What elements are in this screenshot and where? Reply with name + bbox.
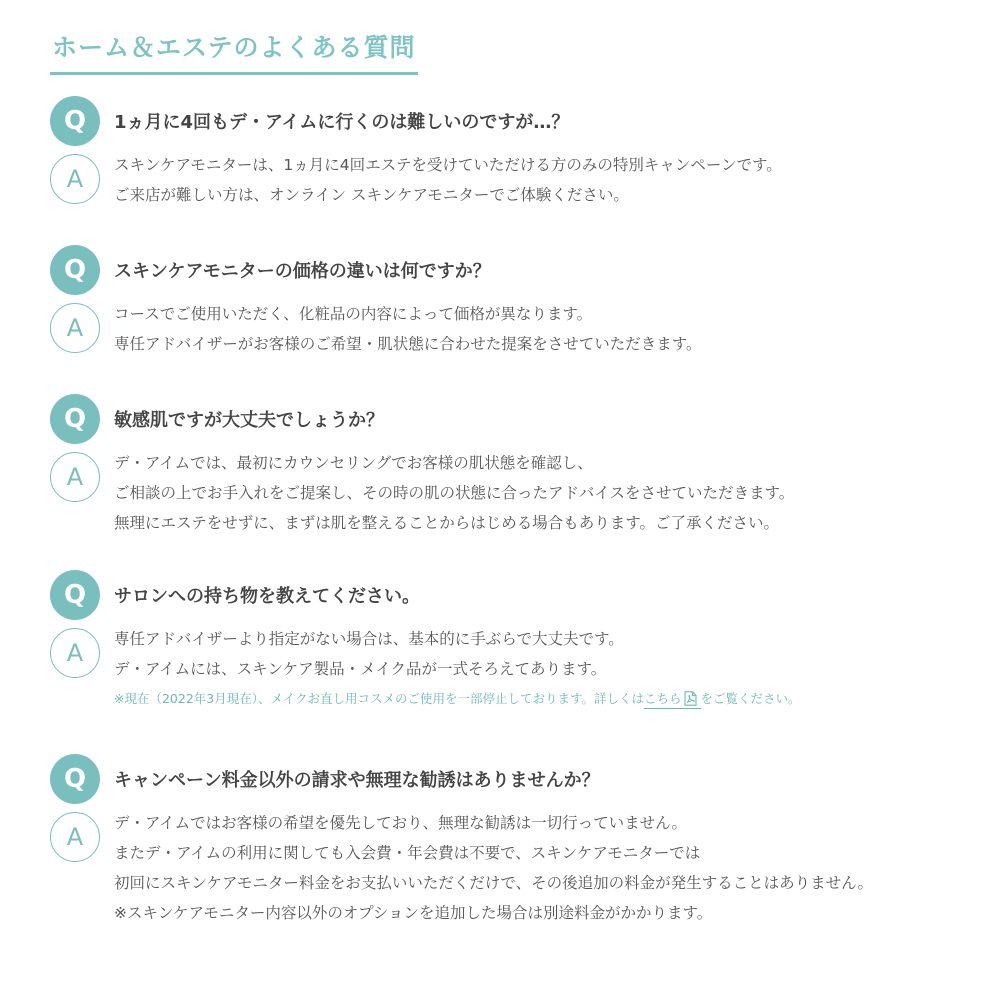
answer-line: 初回にスキンケアモニター料金をお支払いいただくだけで、その後追加の料金が発生することはありません。: [114, 874, 874, 892]
answer-row: [50, 150, 970, 210]
answer-line: ※スキンケアモニター内容以外のオプションを追加した場合は別途料金がかかります。: [114, 904, 713, 922]
q-badge: Q: [50, 245, 100, 295]
question-row: [50, 96, 970, 146]
question-row: [50, 394, 970, 444]
answer-row: [50, 624, 970, 714]
q-badge: Q: [50, 754, 100, 804]
answer-line: ご相談の上でお手入れをご提案し、その時の肌の状態に合ったアドバイスをさせていただきます。: [114, 484, 795, 502]
pdf-link-label: こちら: [644, 691, 682, 706]
answer-text: [50, 448, 970, 538]
answer-line: 専任アドバイザーより指定がない場合は、基本的に手ぶらで大丈夫です。: [114, 630, 624, 648]
question-text: サロンへの持ち物を教えてください。: [114, 586, 420, 607]
answer-line: スキンケアモニターは、1ヵ月に4回エステを受けていただける方のみの特別キャンペーンです。: [114, 156, 782, 174]
page-title: ホーム＆エステのよくある質問: [50, 28, 418, 75]
question-row: [50, 570, 970, 620]
answer-row: [50, 299, 970, 359]
answer-line: デ・アイムでは、最初にカウンセリングでお客様の肌状態を確認し、: [114, 454, 593, 472]
question-row: [50, 245, 970, 295]
question-text: 1ヵ月に4回もデ・アイムに行くのは難しいのですが…？: [114, 112, 570, 133]
page-title-wrap: [50, 28, 418, 75]
faq-item-2: [50, 245, 970, 359]
answer-text: [50, 150, 970, 210]
question-text: 敏感肌ですが大丈夫でしょうか？: [114, 410, 384, 431]
faq-item-3: [50, 394, 970, 538]
question-row: [50, 754, 970, 804]
answer-row: [50, 808, 970, 928]
answer-line: ご来店が難しい方は、オンライン スキンケアモニターでご体験ください。: [114, 186, 629, 204]
question-text: スキンケアモニターの価格の違いは何ですか？: [114, 261, 491, 282]
a-badge: A: [50, 303, 100, 353]
answer-text: [50, 808, 970, 928]
answer-line: デ・アイムではお客様の希望を優先しており、無理な勧誘は一切行っていません。: [114, 814, 688, 832]
faq-item-5: [50, 754, 970, 928]
note-text-after: をご覧ください。: [700, 691, 801, 706]
pdf-icon: [684, 691, 697, 706]
answer-line: 無理にエステをせずに、まずは肌を整えることからはじめる場合もあります。ご了承ください。: [114, 514, 779, 532]
answer-row: [50, 448, 970, 538]
q-badge: Q: [50, 394, 100, 444]
faq-item-1: [50, 96, 970, 210]
answer-line: 専任アドバイザーがお客様のご希望・肌状態に合わせた提案をさせていただきます。: [114, 335, 702, 353]
answer-line: デ・アイムには、スキンケア製品・メイク品が一式そろえてあります。: [114, 660, 607, 678]
q-badge: Q: [50, 570, 100, 620]
a-badge: A: [50, 628, 100, 678]
faq-item-4: [50, 570, 970, 714]
q-badge: Q: [50, 96, 100, 146]
answer-text: [50, 299, 970, 359]
pdf-link[interactable]: [644, 691, 701, 709]
answer-line: またデ・アイムの利用に関しても入会費・年会費は不要で、スキンケアモニターでは: [114, 844, 701, 862]
note-text: ※現在（2022年3月現在）、メイクお直し用コスメのご使用を一部停止しております。詳しくは: [114, 691, 644, 706]
question-text: キャンペーン料金以外の請求や無理な勧誘はありませんか？: [114, 770, 600, 791]
a-badge: A: [50, 812, 100, 862]
a-badge: A: [50, 154, 100, 204]
answer-line: コースでご使用いただく、化粧品の内容によって価格が異なります。: [114, 305, 593, 323]
notice-note: [114, 684, 970, 714]
a-badge: A: [50, 452, 100, 502]
answer-text: [50, 624, 970, 714]
